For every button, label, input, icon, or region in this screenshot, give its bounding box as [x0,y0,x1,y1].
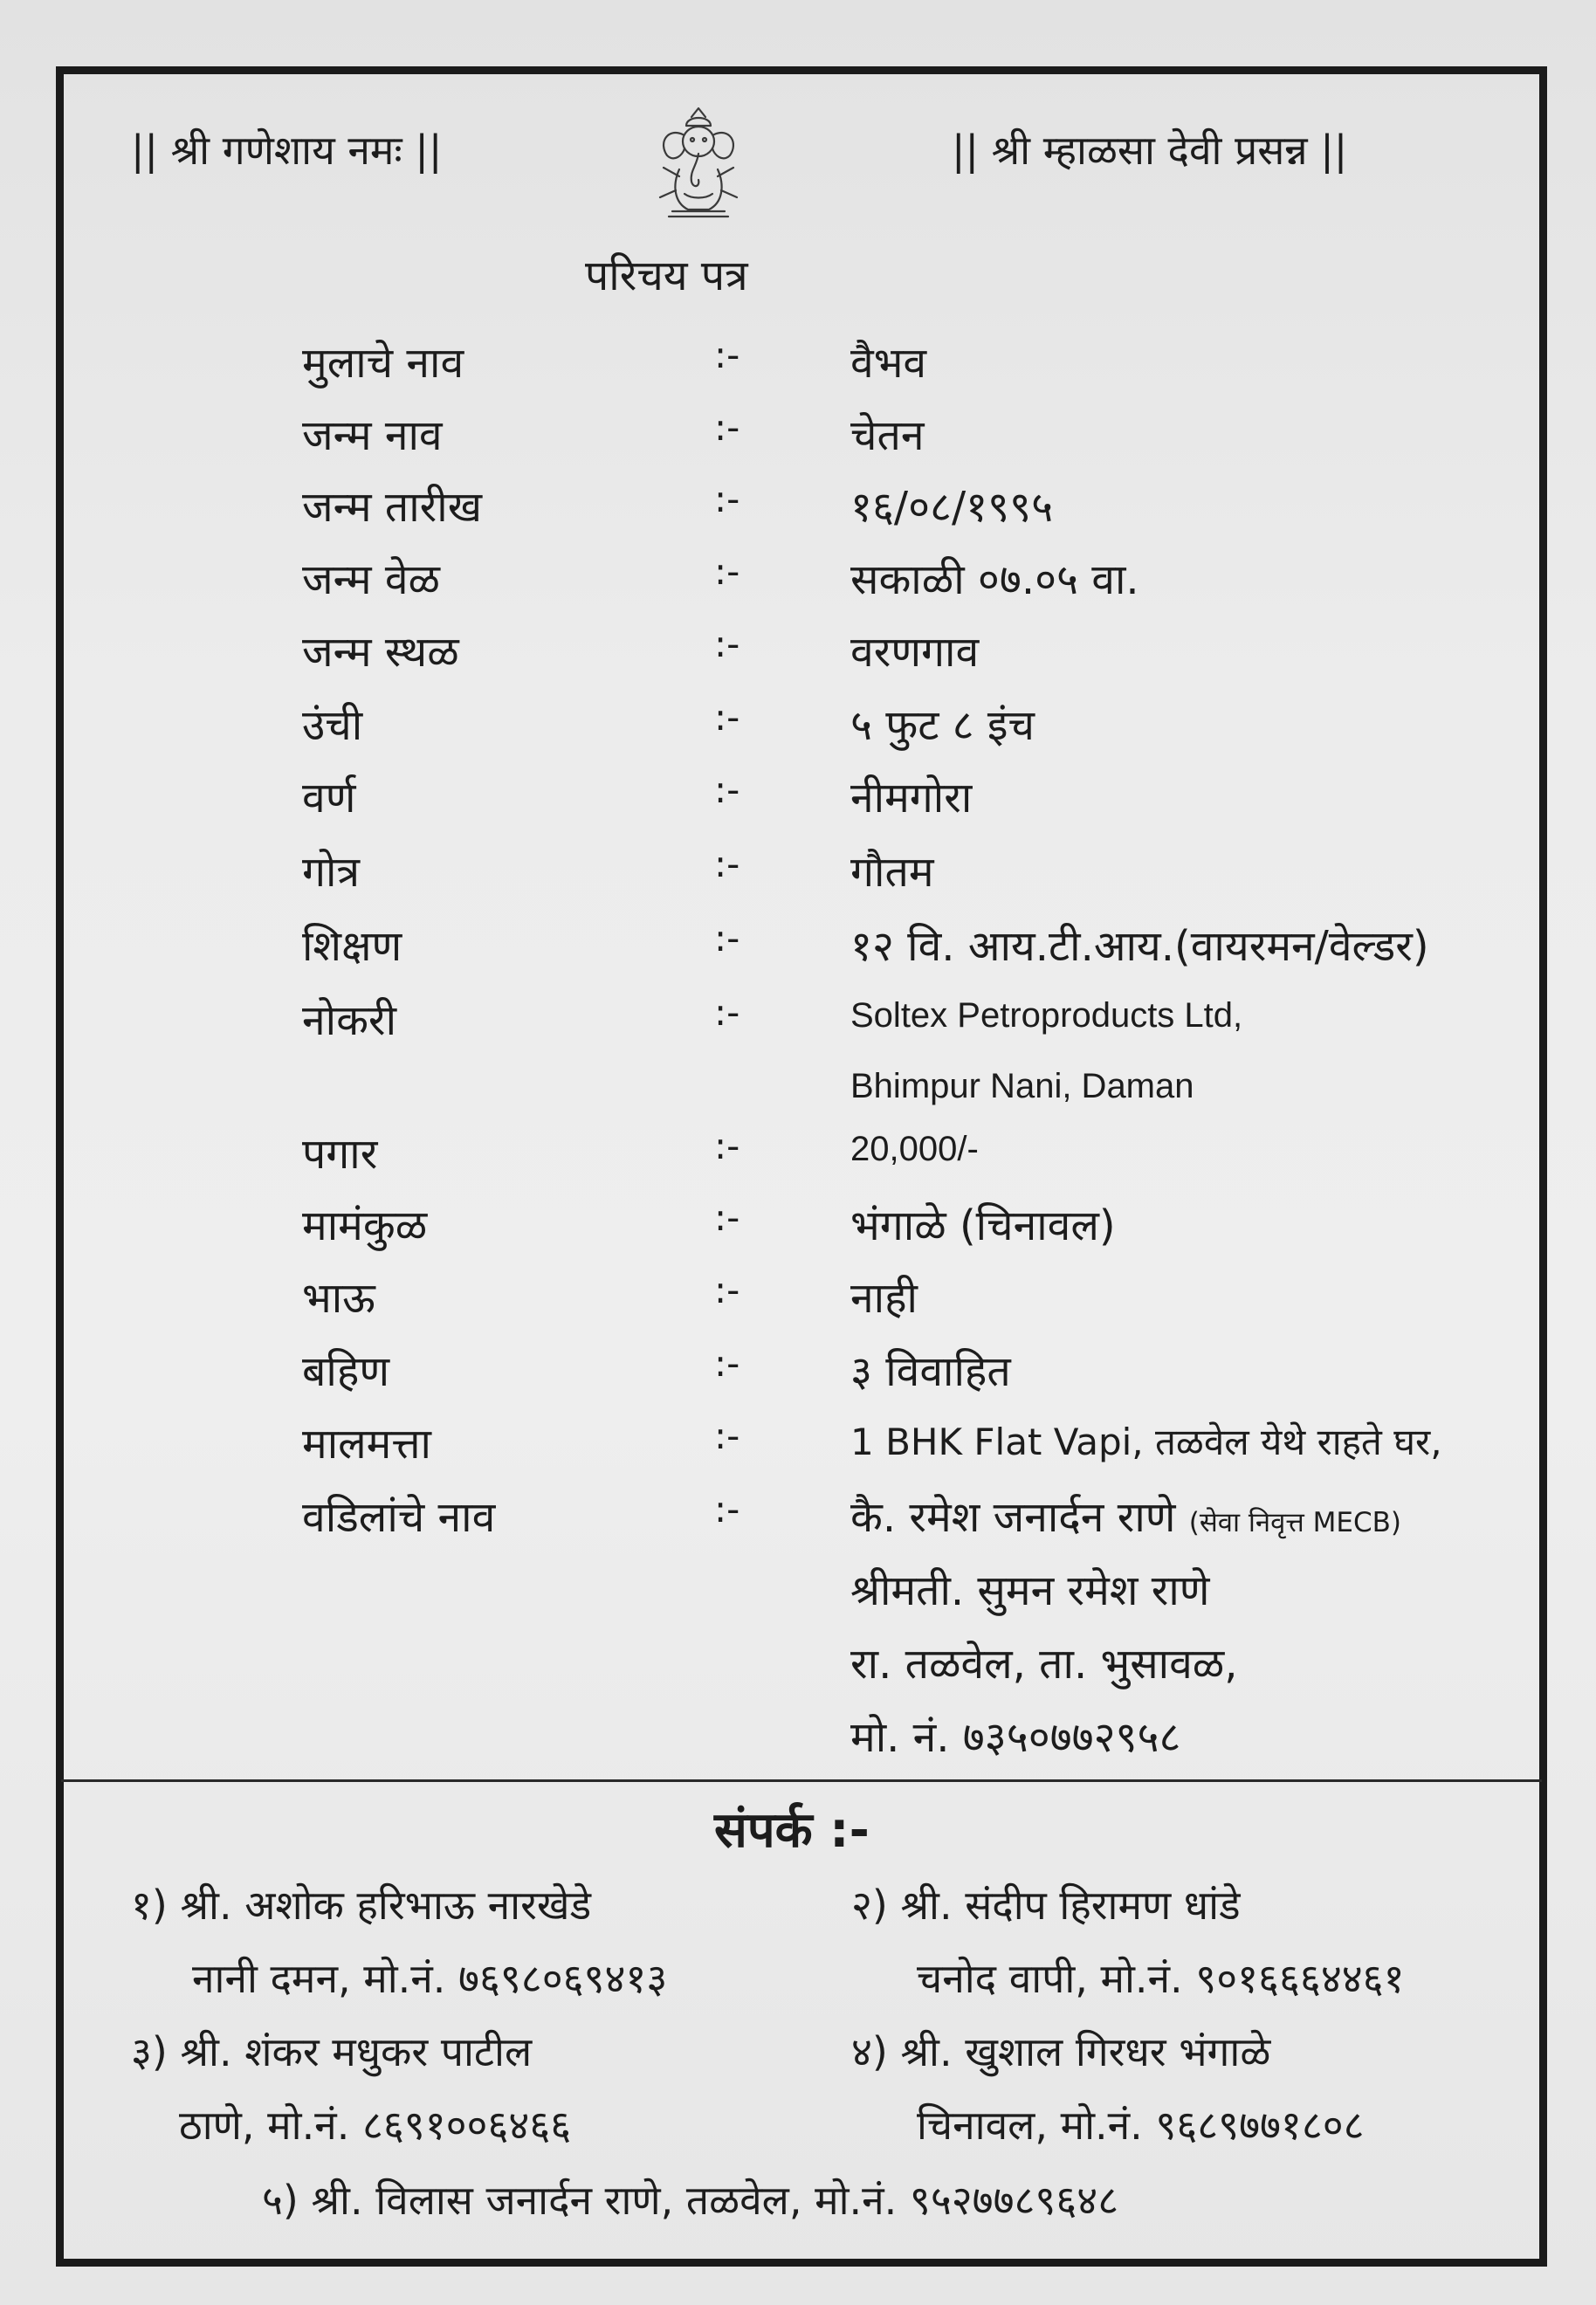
detail-separator: :- [714,1125,740,1167]
detail-label: नोकरी [302,996,397,1045]
residence-address: रा. तळवेल, ता. भुसावळ, [850,1640,1238,1689]
detail-value: वैभव [850,339,927,388]
detail-value: गौतम [850,848,934,897]
detail-separator: :- [714,1414,740,1457]
detail-separator: :- [714,1269,740,1311]
detail-separator: :- [714,696,740,739]
page-border [56,66,1547,2267]
detail-label: जन्म स्थळ [302,628,459,677]
detail-separator: :- [714,623,740,665]
mother-name: श्रीमती. सुमन रमेश राणे [850,1566,1210,1615]
contact-1-name: १) श्री. अशोक हरिभाऊ नारखेडे [131,1882,592,1929]
detail-separator: :- [714,1196,740,1239]
detail-value: नीमगोरा [850,774,973,822]
ganesha-icon [646,107,751,220]
detail-separator: :- [714,1342,740,1385]
contact-3-name: ३) श्री. शंकर मधुकर पाटील [131,2028,533,2075]
detail-value: सकाळी ०७.०५ वा. [850,555,1139,604]
detail-value: १६/०८/१९९५ [850,483,1054,532]
detail-label: भाऊ [302,1274,375,1323]
detail-value: 1 BHK Flat Vapi, तळवेल येथे राहते घर, [850,1421,1442,1463]
detail-value: भंगाळे (चिनावल) [850,1201,1116,1250]
detail-value [850,1488,1401,1545]
detail-label: जन्म वेळ [302,555,441,604]
detail-label: बहिण [302,1347,390,1396]
detail-label: वर्ण [302,774,356,822]
detail-value: वरणगाव [850,628,980,677]
father-name: कै. रमेश जनार्दन राणे [850,1493,1176,1542]
contact-4-details: चिनावल, मो.नं. ९६८९७७१८०८ [917,2102,1365,2149]
contact-2-details: चनोद वापी, मो.नं. ९०१६६६४४६१ [917,1955,1405,2002]
detail-value: Soltex Petroproducts Ltd, [850,996,1243,1035]
detail-label: शिक्षण [302,922,402,971]
detail-label: मामंकुळ [302,1201,428,1250]
detail-label: वडिलांचे नाव [302,1493,496,1542]
detail-label: गोत्र [302,848,360,897]
header-left-invocation: || श्री गणेशाय नमः || [131,127,443,174]
contact-3-details: ठाणे, मो.नं. ८६९१००६४६६ [179,2102,572,2149]
father-service-note: (सेवा निवृत्त MECB) [1188,1507,1401,1538]
detail-separator: :- [714,1488,740,1531]
detail-value: नाही [850,1274,918,1323]
detail-separator: :- [714,478,740,520]
contact-5-line: ५) श्री. विलास जनार्दन राणे, तळवेल, मो.नं. ९५२७७८९६४८ [262,2177,1119,2224]
page-title: परिचय पत्र [585,251,748,300]
header-right-invocation: || श्री म्हाळसा देवी प्रसन्न || [952,127,1348,174]
detail-separator: :- [714,843,740,885]
detail-value: ५ फुट ८ इंच [850,701,1035,750]
detail-separator: :- [714,917,740,960]
contact-heading: संपर्क :- [714,1802,870,1859]
detail-separator: :- [714,550,740,593]
detail-separator: :- [714,334,740,376]
detail-value: 20,000/- [850,1130,979,1168]
detail-label: पगार [302,1130,378,1179]
detail-value: १२ वि. आय.टी.आय.(वायरमन/वेल्डर) [850,922,1429,971]
job-location: Bhimpur Nani, Daman [850,1067,1194,1105]
contact-2-name: २) श्री. संदीप हिरामण धांडे [851,1882,1241,1929]
parent-mobile: मो. नं. ७३५०७७२९५८ [850,1713,1181,1762]
contact-1-details: नानी दमन, मो.नं. ७६९८०६९४१३ [192,1955,668,2002]
detail-label: मुलाचे नाव [302,339,464,388]
detail-value: ३ विवाहित [850,1347,1011,1396]
detail-label: उंची [302,701,363,750]
detail-separator: :- [714,991,740,1034]
detail-label: जन्म तारीख [302,483,482,532]
detail-value: चेतन [850,411,925,460]
detail-label: मालमत्ता [302,1420,431,1469]
detail-separator: :- [714,768,740,811]
section-divider [61,1779,1542,1782]
detail-label: जन्म नाव [302,411,443,460]
contact-4-name: ४) श्री. खुशाल गिरधर भंगाळे [851,2028,1271,2075]
detail-separator: :- [714,406,740,449]
